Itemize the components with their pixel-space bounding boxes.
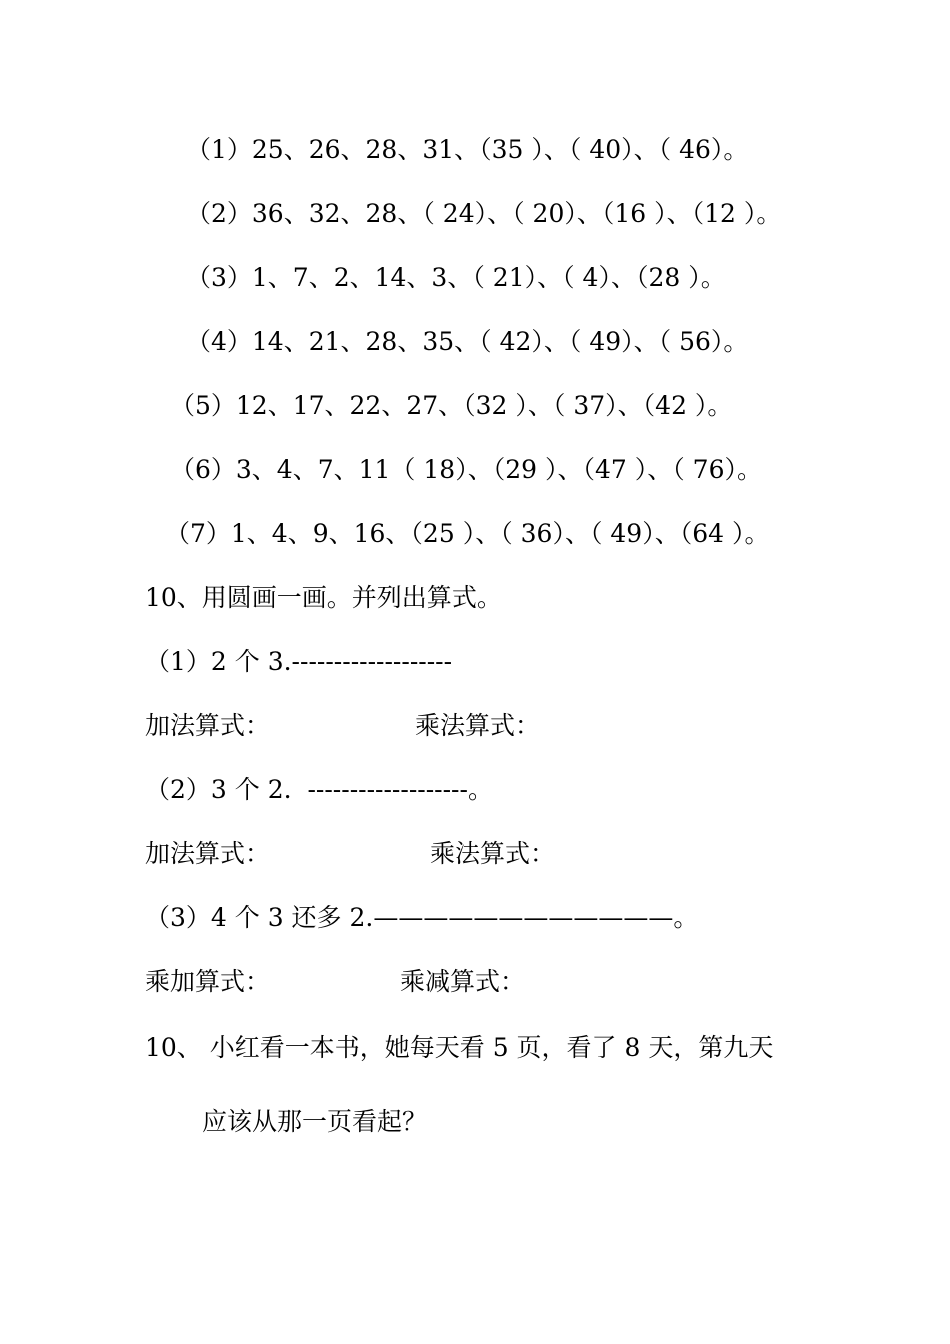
addition-label-2: 加法算式： <box>145 839 271 868</box>
multiply-subtract-label: 乘减算式： <box>400 967 526 996</box>
sequence-item-2: （2）36、32、28、（ 24）、（ 20）、（16 ）、（12 ）。 <box>186 199 782 228</box>
addition-label-1: 加法算式： <box>145 711 271 740</box>
sequence-item-1: （1）25、26、28、31、（35 ）、（ 40）、（ 46）。 <box>186 135 749 164</box>
word-problem-line-1: 10、 小红看一本书，她每天看 5 页，看了 8 天，第九天 <box>145 1033 774 1062</box>
section-heading: 10、用圆画一画。并列出算式。 <box>145 583 502 612</box>
drawing-item-3: （3）4 个 3 还多 2.————————————。 <box>145 903 699 932</box>
multiply-add-label: 乘加算式： <box>145 967 271 996</box>
multiplication-label-1: 乘法算式： <box>415 711 541 740</box>
multiplication-label-2: 乘法算式： <box>430 839 556 868</box>
sequence-item-7: （7）1、4、9、16、（25 ）、（ 36）、（ 49）、（64 ）。 <box>165 519 770 548</box>
sequence-item-6: （6）3、4、7、11（ 18）、（29 ）、（47 ）、（ 76）。 <box>170 455 762 484</box>
drawing-item-1: （1）2 个 3.------------------- <box>145 647 453 676</box>
sequence-item-5: （5）12、17、22、27、（32 ）、（ 37）、（42 ）。 <box>170 391 733 420</box>
sequence-item-4: （4）14、21、28、35、（ 42）、（ 49）、（ 56）。 <box>186 327 749 356</box>
drawing-item-2: （2）3 个 2. -------------------。 <box>145 775 493 804</box>
word-problem-line-2: 应该从那一页看起？ <box>202 1107 428 1136</box>
sequence-item-3: （3）1、7、2、14、3、（ 21）、（ 4）、（28 ）。 <box>186 263 726 292</box>
